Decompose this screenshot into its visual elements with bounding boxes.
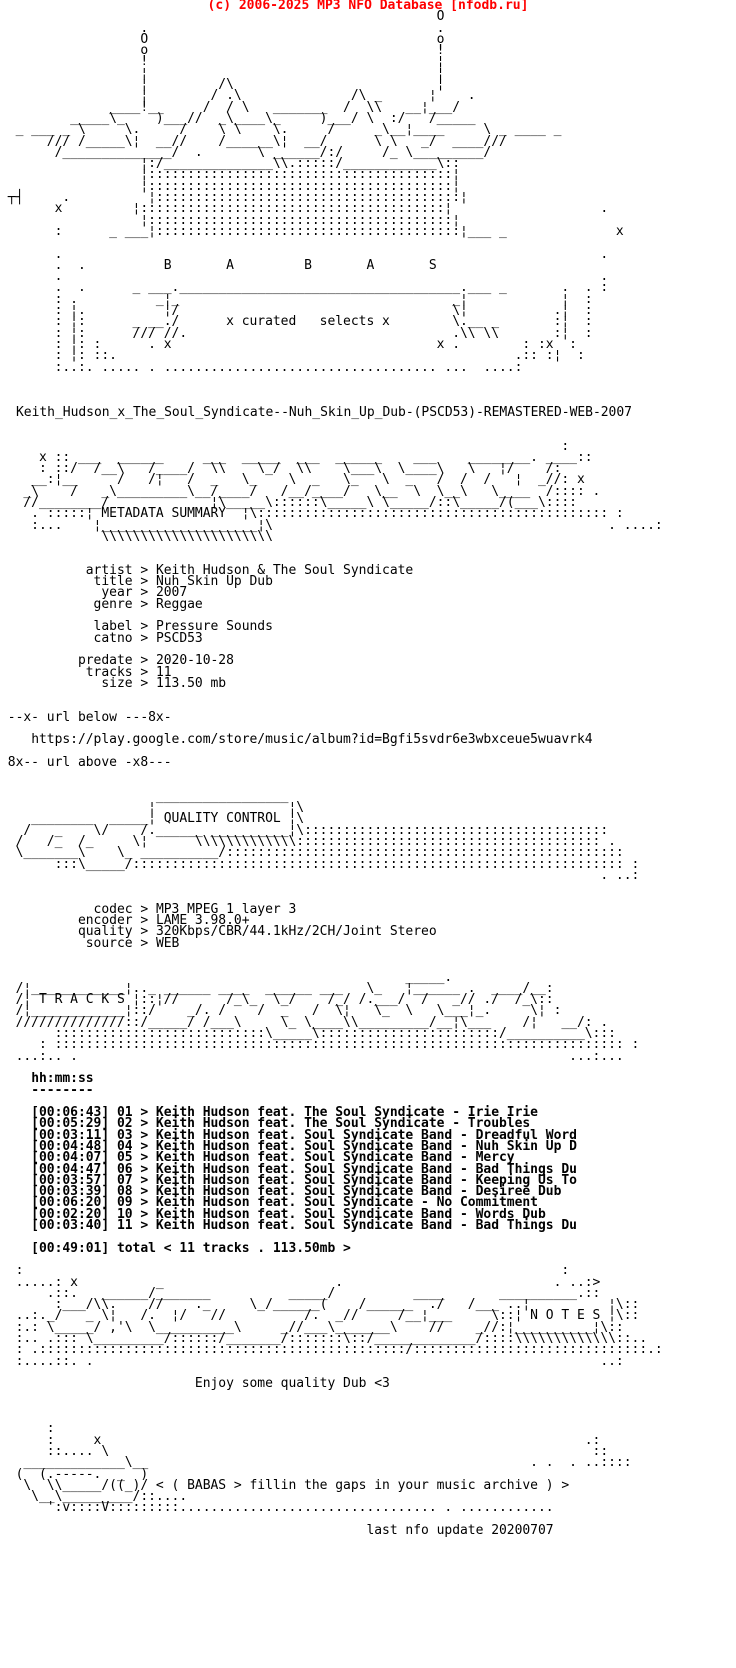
ascii-art-line: : _ ___¦:::::::::::::::::::::::::::::::::::::::¦___ _ x [0,223,624,239]
ascii-art-line: :::::::::::::::::::::::::::\_____\:::::::::::::::::::::::/__________\::: [0,1026,616,1042]
copyright-banner: (c) 2006-2025 MP3 NFO Database [nfodb.ru] [207,0,529,13]
ascii-art-line: : . _¦_ _¦ ¦ : [0,291,593,307]
ascii-art-line: : ¦: _ __./ x curated selects x \.__ _ :¦ : [0,314,593,330]
ascii-art-line: .::. ______/_______ _____/ ____ __________.:: [0,1285,601,1301]
ascii-art-line: ¦:::::::::::::::::::::::::::::::::::::::¦ [0,178,461,194]
ascii-art-line: o ! [0,43,445,59]
ascii-art-line: : x .: [0,1432,601,1448]
ascii-art-line: O o [0,31,445,47]
chevron-separator-icon: > [132,913,156,929]
ascii-art-line: : ::/ /__\ /____/ \\ \_/ \\ \___\ \____\ \ ¦/ /: [0,461,562,477]
ascii-art-line: ┬┤ . ¦:::::::::::::::::::::::::::::::::::::::¦ [0,190,468,206]
track-list [0,1105,663,1234]
chevron-separator-icon: > [132,562,156,578]
chevron-separator-icon: > [132,630,156,646]
tracks-art [0,969,663,1064]
ascii-art-line: :..:. ..... . ................................... ... ....: [0,359,523,375]
ascii-art-line: : ¦: : . x x . : :x : [0,336,577,352]
track-row: [00:03:39] 08 > Keith Hudson feat. Soul Syndicate Band - Desiree Dub [0,1184,562,1200]
ascii-art-line: . . [0,246,609,262]
field-genre [0,596,663,612]
ascii-art-line: /¦____________¦::/ _/. / / _ / \¦ \_ \ \___¦_. \¦ : [0,1003,562,1019]
ascii-art-line: : [0,438,570,454]
track-row: [00:05:29] 02 > Keith Hudson feat. The Soul Syndicate - Troubles [0,1116,531,1132]
ascii-art-line: _____________\__ . . . ..:::: [0,1455,632,1471]
ascii-art-line: ________ _____¦ QUALITY CONTROL ¦\ [0,811,305,827]
ascii-art-line: : ¦. ¦/ \¦ .¦ : [0,303,593,319]
ascii-art-line: \ \\_____/((_)/ < ( BABAS > fillin the gaps in your music archive ) > [0,1477,570,1493]
chevron-separator-icon: > [132,596,156,612]
ascii-art-line: :... ¦____________________¦\ . ....: [0,517,663,533]
ascii-art-line: : [0,1421,55,1437]
ascii-art-line: : ¦: /// //. .\\ \\ :¦ : [0,325,593,341]
ascii-art-line: ____!__ / / \ _______ / \\ __¦___/ [0,99,461,115]
ascii-art-line: ! ¦ [0,54,445,70]
field-value: WEB [155,935,180,951]
field-label: tracks [0,664,133,680]
album-url-link[interactable]: https://play.google.com/store/music/album?id=Bgfi5svdr6e3wbxceue5wuavrk4 [31,732,593,748]
field-label: label [0,619,133,635]
ascii-art-line: . . _ ___.____________________________________.___ _ . . : [0,280,609,296]
ascii-art-line: : : [0,1263,570,1279]
chevron-separator-icon: > [132,924,156,940]
field-value: 320Kbps/CBR/44.1kHz/2CH/Joint Stereo [155,924,437,940]
ascii-art-line: ::.... \ :: [0,1444,609,1459]
field-value: MP3 MPEG 1 layer 3 [155,901,297,917]
field-label: artist [0,562,133,578]
tracks-column-header: hh:mm:ss [31,1071,94,1087]
ascii-art-line: :::\_____/::::::::::::::::::::::::::::::::::::::::::::::::::::::::::::::: : [0,856,640,872]
ascii-art-line: . . [0,269,609,285]
ascii-art-line: x ¦:::::::::::::::::::::::::::::::::::::::¦ . [0,201,609,217]
ascii-art-line: ..:._/ _ \¦ /. ¦/ // /. _// /__¦___ \::¦ N O T E S ¦\:: [0,1308,640,1324]
metadata-fields [0,562,663,691]
url-below-marker: 8x-- url above -x8--- [0,754,172,770]
field-label: size [0,675,133,691]
track-row: [00:03:40] 11 > Keith Hudson feat. Soul Syndicate Band - Bad Things Du [0,1218,577,1234]
notes-art [0,1265,663,1367]
field-value: Nuh Skin Up Dub [155,574,273,590]
ascii-art-line: /// /_____\¦ __// /______\¦ __/ \ \ _/ ____/// [0,133,507,149]
ascii-art-line: x :: ___ ______ ___ _____ ___ ______ ___ ________. ____:: [0,449,593,465]
chevron-separator-icon: > [132,675,156,691]
chevron-separator-icon: > [132,664,156,680]
ascii-art-line: _\ / _\_________\__/____/ /__/____/ \__ \ \__\ \____ /:::: . [0,483,601,499]
ascii-art-line: O [0,9,445,25]
field-value: LAME 3.98.0+ [155,913,250,929]
quality-fields [0,901,663,951]
tracks-total: [00:49:01] total < 11 tracks . 113.50mb > [0,1240,351,1256]
ascii-art-line: \_______\ \_ __________/::::::::::::::::::::::::::::::::::::::::::::::::::: [0,845,624,861]
field-label: codec [0,901,133,917]
field-value: Pressure Sounds [155,619,273,635]
ascii-art-line: //________/ ¦\_____\::::::\_____\ \_____/::\_____/(___\:::: [0,495,577,511]
ascii-art-line: / _ \/ /.______ __________¦\::::::::::::::::::::::::::::::::::::::: [0,822,609,838]
field-value: PSCD53 [155,630,203,646]
ascii-art-line: ¦:::::::::::::::::::::::::::::::::::::::¦ [0,212,461,228]
field-label: quality [0,924,133,940]
tracks-column-underline: -------- [31,1082,94,1098]
ascii-art-line: _____\_ )___// _\____\_ )___/ \ :/ /_____ [0,110,476,126]
ascii-art-line: ...:.. . ...:... [0,1048,624,1064]
ascii-art-line: : .:::::::::::::::::::::::::::::::::::::::::::::::/::::::::::::::::::::::::::::::.: [0,1342,663,1358]
field-catno [0,630,663,646]
release-name: Keith_Hudson_x_The_Soul_Syndicate--Nuh_Skin_Up_Dub-(PSCD53)-REMASTERED-WEB-2007 [16,404,632,420]
chevron-separator-icon: > [132,574,156,590]
ascii-art-line: : ¦: ::. .:: :¦ : [0,348,585,364]
field-value: 2020-10-28 [155,653,234,669]
field-value: 2007 [155,585,188,601]
quality-art [0,788,663,883]
ascii-art-line: //////////////::/_____/ /___\ \_ \____\\_________/__¦\___ /¦ __/: . [0,1014,609,1030]
field-size [0,675,663,691]
ascii-art-line: . . B A B A S [0,257,437,273]
field-label: catno [0,630,133,646]
track-row: [00:06:43] 01 > Keith Hudson feat. The Soul Syndicate - Irie Irie [0,1105,538,1121]
ascii-art-line: ¦:/______________\\.:::::/____________\:: [0,156,461,172]
track-row: [00:03:57] 07 > Keith Hudson feat. Soul Syndicate Band - Keeping Us To [0,1172,577,1188]
chevron-separator-icon: > [132,901,156,917]
chevron-separator-icon: > [132,585,156,601]
ascii-art-line: :....::. . ..: [0,1353,624,1369]
ascii-art-line: . :::::¦ METADATA SUMMARY ¦\::::::::::::::::::::::::::::::::::::::::::::: : [0,506,624,522]
nfo-document [0,9,663,1539]
ascii-art-line: \\\\\\\\\\\\\\\\\\\\\\ [0,528,273,544]
ascii-art-line: ':v::::V:::::::::................................. . ............ [0,1500,554,1516]
field-value: 11 [155,664,172,680]
ascii-art-line: : ::::::::::::::::::::::::::::::::::::::::::::::::::::::::::::::::::::::::: : [0,1037,640,1053]
notes-text: Enjoy some quality Dub <3 [0,1376,390,1392]
footer-art [0,1421,663,1516]
ascii-art-line: _____. [0,969,453,985]
ascii-art-line: ¦:::::::::::::::::::::::::::::::::::::::¦ [0,167,461,183]
ascii-art-line: :.: \_____/ ,'\ \__________\ _//___\_______\ // _//:¦__________¦\:: [0,1319,624,1335]
field-label: predate [0,653,133,669]
track-row: [00:04:48] 04 > Keith Hudson feat. Soul Syndicate Band - Nuh Skin Up D [0,1138,577,1154]
ascii-art-line: ( (.-----. _ ) [0,1466,149,1482]
track-row: [00:02:20] 10 > Keith Hudson feat. Soul Syndicate Band - Words Dub [0,1206,546,1222]
ascii-art-line: ¦ ¦\ [0,800,305,816]
metadata-art [0,438,663,544]
ascii-art-line: /¦ T R A C K S ¦::¦// /_\_ \_/ /_/ /.___/ / _// ./ /_\:: [0,992,554,1008]
chevron-separator-icon: > [132,935,156,951]
ascii-art-line: . . [0,20,445,36]
field-label: title [0,574,133,590]
chevron-separator-icon: > [132,653,156,669]
ascii-art-line: / /_ /_ \¦ \\\\\\\\\\\\\::::::::::::::::::::::::::::::::::::::: . [0,833,616,849]
ascii-art-line: \__\_________/::.... [0,1489,188,1505]
ascii-art-line: ¦ / .\ /\ _ ¦ . [0,88,476,104]
url-line [0,732,663,748]
ascii-art-line: :___/\\. // ._ \_/______( /______ ./ /___ ..¦ ¦\:: [0,1297,640,1313]
field-value: 113.50 mb [155,675,227,691]
ascii-art-line: _________________ [0,788,289,804]
ascii-art-line: . ..: [0,867,640,883]
track-row: [00:04:07] 05 > Keith Hudson feat. Soul Syndicate Band - Mercy [0,1150,515,1166]
url-above-marker: --x- url below ---8x- [0,709,172,725]
ascii-art-line: .....: x _ . . ..:> [0,1274,601,1290]
field-label: source [0,935,133,951]
ascii-art-line: _ ___ _ \ \. / \ \ \. / _\__¦____ \ _ ____ _ [0,122,562,138]
ascii-art-line: :.. .::: \_________/::::::/_______/:::::::\::/_____________/::::\\\\\\\\\\\\\::.. [0,1331,648,1347]
field-value: Keith Hudson & The Soul Syndicate [155,562,414,578]
ascii-art-line: __:¦__ / /¦ / _ \_ \ _ \_ \ _ / / / ¦ _//: x [0,472,585,488]
track-row: [00:04:47] 06 > Keith Hudson feat. Soul Syndicate Band - Bad Things Du [0,1161,577,1177]
ascii-art-line: ¦ /\ ¦ [0,77,445,93]
field-label: year [0,585,133,601]
logo-art [0,11,663,373]
ascii-art-line: ¦ ¦ [0,65,445,81]
field-label: genre [0,596,133,612]
ascii-art-line: /______________/ . \ ______/:/ /_ \_________/ [0,144,492,160]
track-row: [00:06:20] 09 > Keith Hudson feat. Soul Syndicate - No Commitment [0,1195,538,1211]
field-label: encoder [0,913,133,929]
ascii-art-line: /¦____________¦.._ ______ ____ ______ ___ \_ ¦______ . ____/__: [0,980,554,996]
chevron-separator-icon: > [132,619,156,635]
last-update: last nfo update 20200707 [0,1523,554,1539]
track-row: [00:03:11] 03 > Keith Hudson feat. Soul Syndicate Band - Dreadful Word [0,1127,577,1143]
field-value: Reggae [155,596,203,612]
